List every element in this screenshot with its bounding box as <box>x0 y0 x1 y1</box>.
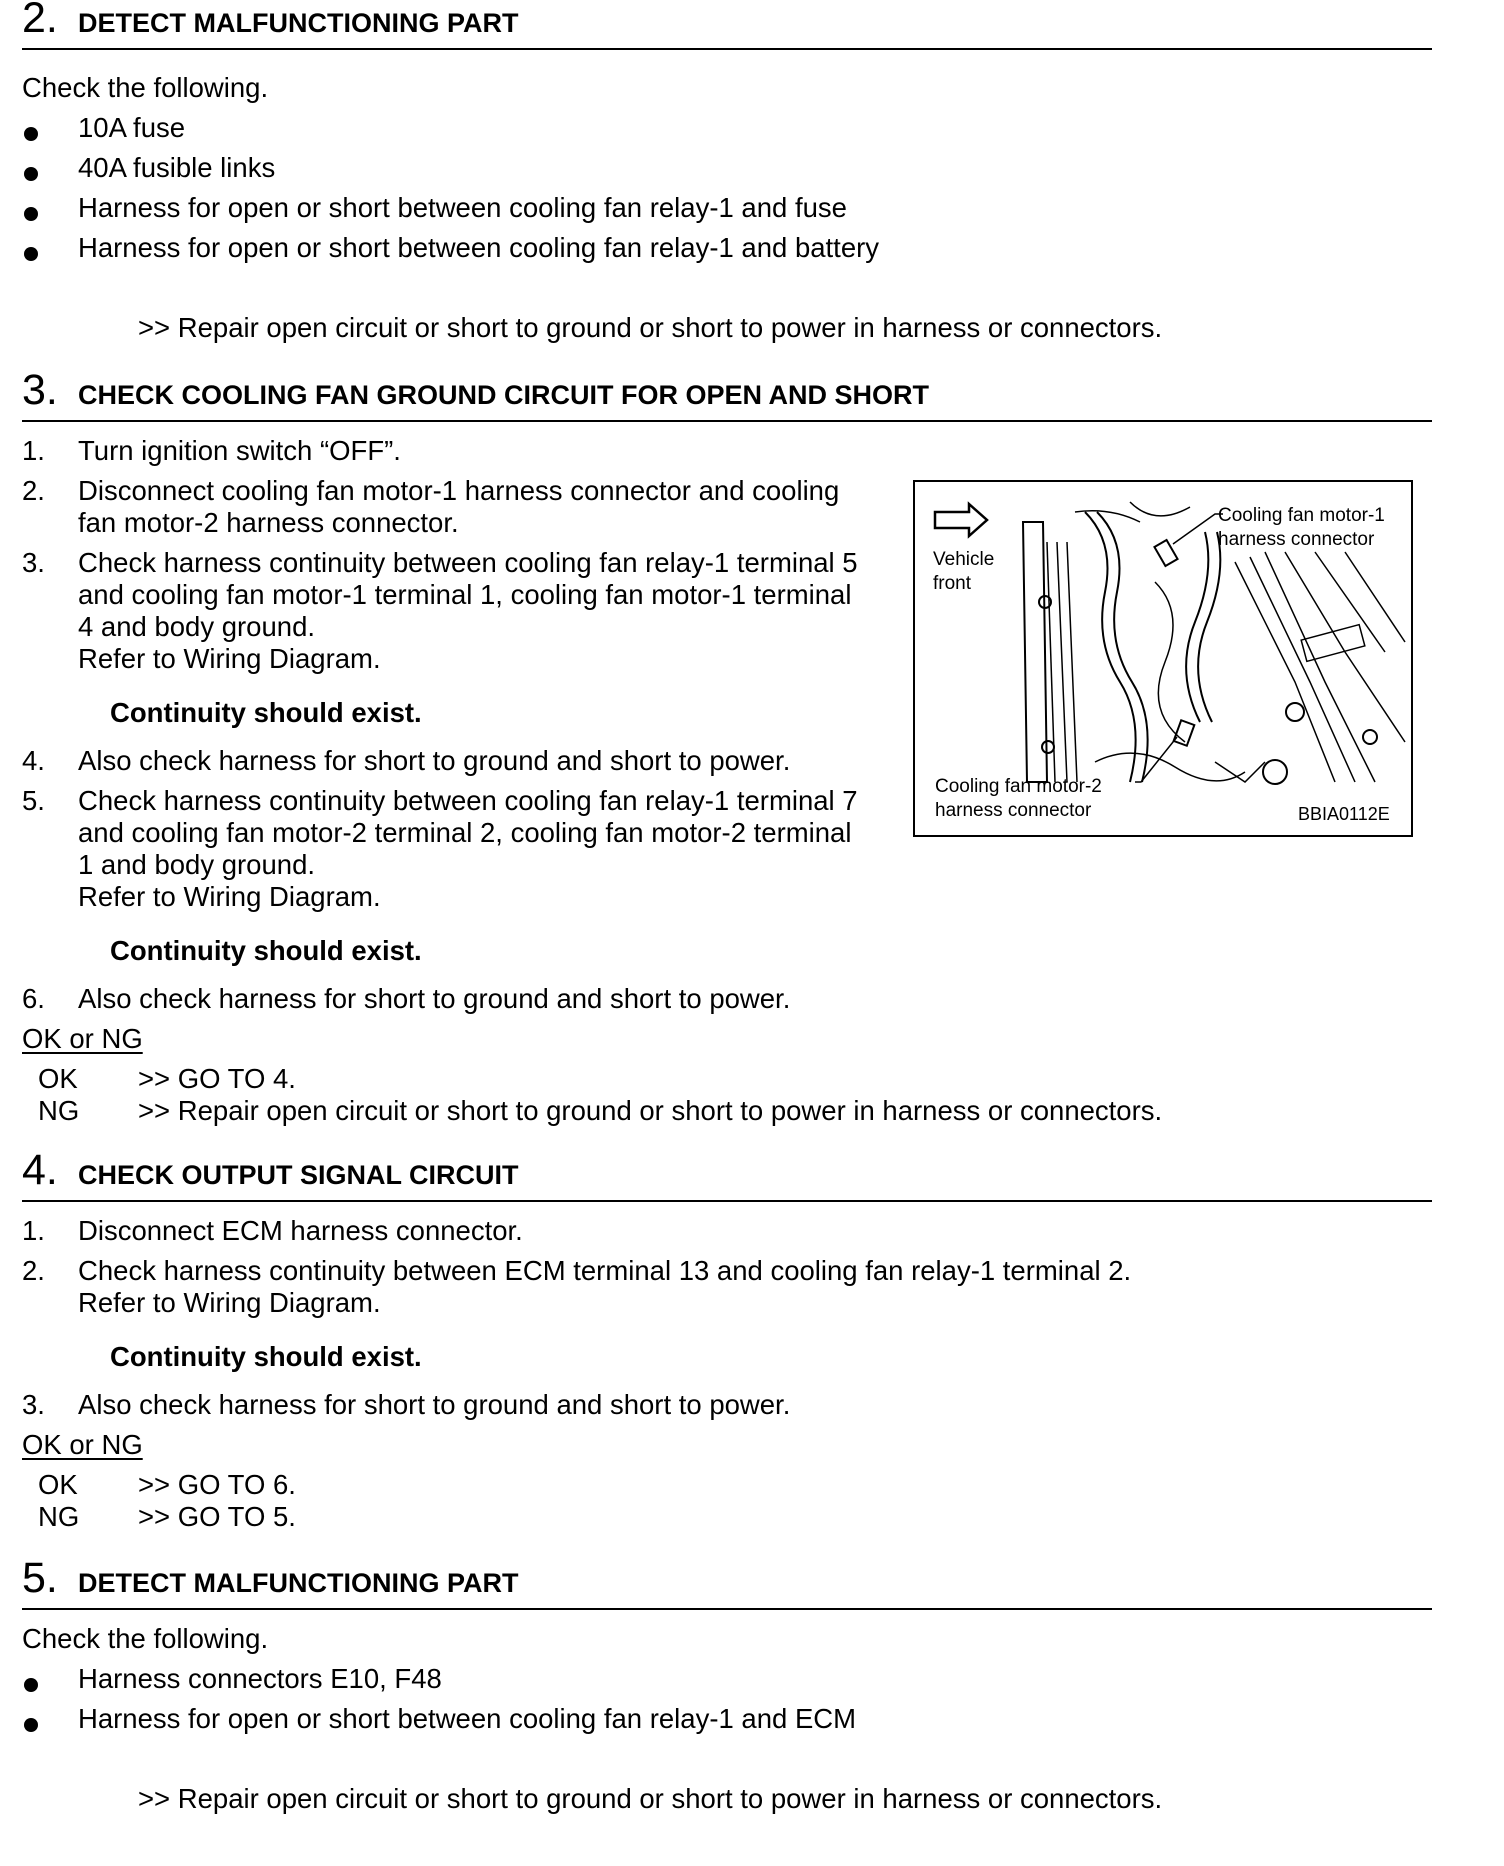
ng-label: NG <box>38 1095 80 1126</box>
step-text: Refer to Wiring Diagram. <box>78 643 381 674</box>
step-text: and cooling fan motor-2 terminal 2, cooling fan motor-2 terminal <box>78 817 852 848</box>
step-number: 1. <box>22 435 45 466</box>
figure-code: BBIA0112E <box>1298 804 1390 824</box>
continuity-note: Continuity should exist. <box>110 935 422 966</box>
step-text: 4 and body ground. <box>78 611 315 642</box>
section-3-header <box>22 366 1432 422</box>
step-text: Also check harness for short to ground and short to power. <box>78 1389 791 1420</box>
section-4-header <box>22 1146 1432 1202</box>
ng-label: NG <box>38 1501 80 1532</box>
step-number: 1. <box>22 1215 45 1246</box>
step-text: and cooling fan motor-1 terminal 1, cooling fan motor-1 terminal <box>78 579 852 610</box>
step-text: Disconnect cooling fan motor-1 harness connector and cooling <box>78 475 840 506</box>
step-text: Refer to Wiring Diagram. <box>78 881 381 912</box>
step-text: Refer to Wiring Diagram. <box>78 1287 381 1318</box>
list-item: Harness for open or short between cooling fan relay-1 and fuse <box>78 192 847 223</box>
step-text: Also check harness for short to ground and short to power. <box>78 983 791 1014</box>
step-text: Disconnect ECM harness connector. <box>78 1215 523 1246</box>
step-number: 6. <box>22 983 45 1014</box>
step-number: 2. <box>22 475 45 506</box>
intro-text: Check the following. <box>22 72 269 103</box>
section-2-header <box>22 0 1432 50</box>
step-text: Check harness continuity between ECM terminal 13 and cooling fan relay-1 terminal 2. <box>78 1255 1132 1286</box>
section-5-header <box>22 1554 1432 1610</box>
step-number: 5. <box>22 785 45 816</box>
step-number: 2. <box>22 1255 45 1286</box>
action-text: >> Repair open circuit or short to ground or short to power in harness or connectors. <box>138 1783 1163 1814</box>
bullet-dot <box>24 207 38 221</box>
step-text: Turn ignition switch “OFF”. <box>78 435 401 466</box>
section-title: DETECT MALFUNCTIONING PART <box>78 1568 519 1598</box>
ng-action: >> Repair open circuit or short to ground or short to power in harness or connectors. <box>138 1095 1163 1126</box>
bullet-dot <box>24 247 38 261</box>
figure-label-motor2: Cooling fan motor-2 <box>935 776 1102 797</box>
section-number: 4. <box>22 1146 58 1194</box>
engine-bay-figure <box>913 480 1413 837</box>
step-number: 4. <box>22 745 45 776</box>
section-number: 5. <box>22 1554 58 1602</box>
step-text: Also check harness for short to ground and short to power. <box>78 745 791 776</box>
ok-label: OK <box>38 1469 78 1500</box>
action-text: >> Repair open circuit or short to ground or short to power in harness or connectors. <box>138 312 1163 343</box>
figure-label-front: front <box>933 573 972 594</box>
ok-ng-heading: OK or NG <box>22 1429 143 1460</box>
bullet-dot <box>24 1678 38 1692</box>
intro-text: Check the following. <box>22 1623 269 1654</box>
continuity-note: Continuity should exist. <box>110 1341 422 1372</box>
figure-label-vehicle: Vehicle <box>933 549 995 570</box>
section-title: CHECK OUTPUT SIGNAL CIRCUIT <box>78 1160 519 1190</box>
step-text: Check harness continuity between cooling fan relay-1 terminal 5 <box>78 547 858 578</box>
step-number: 3. <box>22 547 45 578</box>
bullet-dot <box>24 167 38 181</box>
ok-action: >> GO TO 4. <box>138 1063 296 1094</box>
list-item: 10A fuse <box>78 112 186 143</box>
ok-label: OK <box>38 1063 78 1094</box>
list-item: Harness for open or short between cooling fan relay-1 and battery <box>78 232 880 263</box>
ng-action: >> GO TO 5. <box>138 1501 296 1532</box>
step-text: fan motor-2 harness connector. <box>78 507 459 538</box>
step-number: 3. <box>22 1389 45 1420</box>
section-number: 2. <box>22 0 58 42</box>
step-text: Check harness continuity between cooling fan relay-1 terminal 7 <box>78 785 858 816</box>
section-title: CHECK COOLING FAN GROUND CIRCUIT FOR OPEN AND SHORT <box>78 380 930 410</box>
ok-ng-heading: OK or NG <box>22 1023 143 1054</box>
bullet-dot <box>24 127 38 141</box>
figure-label-motor1: Cooling fan motor-1 <box>1218 505 1385 526</box>
ok-action: >> GO TO 6. <box>138 1469 296 1500</box>
section-number: 3. <box>22 366 58 414</box>
figure-label-motor2: harness connector <box>935 800 1092 821</box>
section-title: DETECT MALFUNCTIONING PART <box>78 8 519 38</box>
continuity-note: Continuity should exist. <box>110 697 422 728</box>
step-text: 1 and body ground. <box>78 849 315 880</box>
list-item: 40A fusible links <box>78 152 276 183</box>
list-item: Harness connectors E10, F48 <box>78 1663 442 1694</box>
bullet-dot <box>24 1718 38 1732</box>
list-item: Harness for open or short between cooling fan relay-1 and ECM <box>78 1703 857 1734</box>
figure-label-motor1: harness connector <box>1218 529 1375 550</box>
